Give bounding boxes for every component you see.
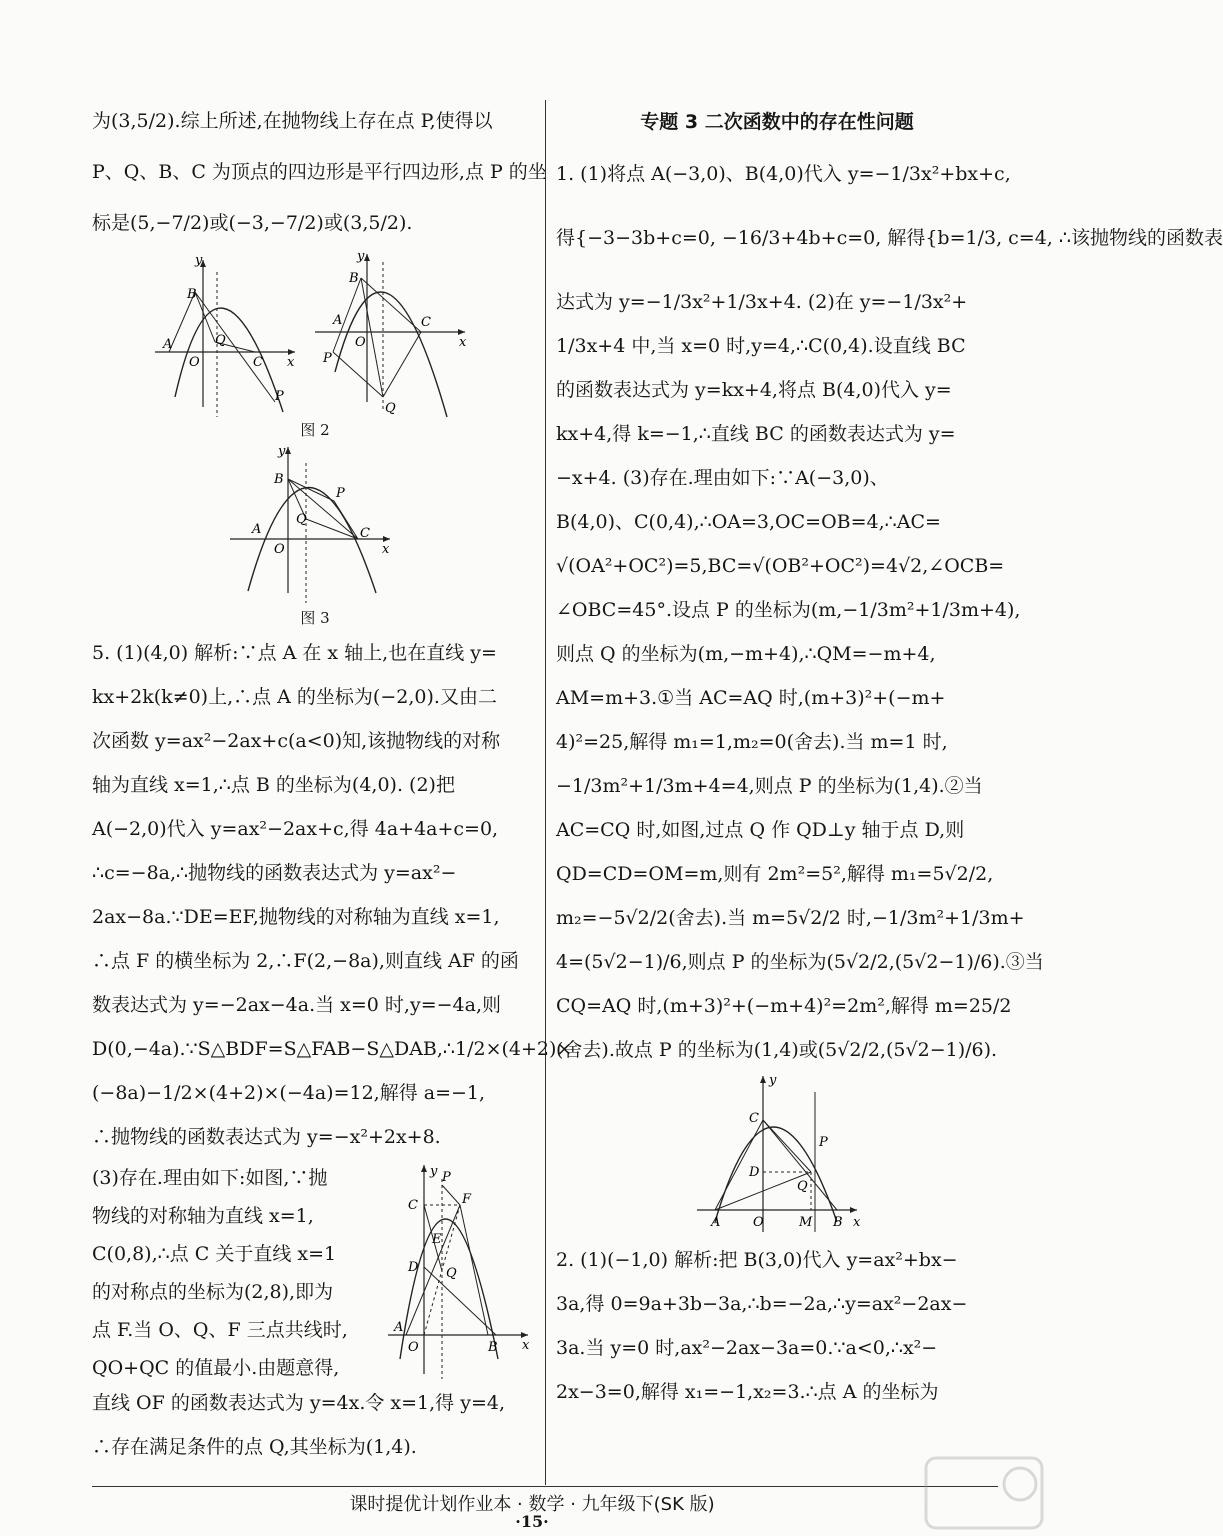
- figure-q5-graph: [378, 1159, 538, 1387]
- svg-text:Q: Q: [385, 401, 396, 416]
- text-line: 达式为 y=−1/3x²+1/3x+4. (2)在 y=−1/3x²+: [556, 291, 968, 313]
- svg-text:y: y: [357, 249, 365, 264]
- text-line: 轴为直线 x=1,∴点 B 的坐标为(4,0). (2)把: [92, 774, 455, 796]
- column-divider: [545, 100, 546, 1485]
- figure-3-graph: [230, 443, 400, 605]
- svg-text:y: y: [278, 444, 286, 459]
- text-line: (舍去).故点 P 的坐标为(1,4)或(5√2/2,(5√2−1)/6).: [556, 1039, 998, 1061]
- figure-2-left-graph: [155, 252, 305, 417]
- svg-text:x: x: [853, 1215, 861, 1230]
- text-line: A(−2,0)代入 y=ax²−2ax+c,得 4a+4a+c=0,: [92, 818, 499, 840]
- svg-text:O: O: [274, 542, 285, 557]
- svg-text:A: A: [711, 1215, 721, 1230]
- svg-text:y: y: [430, 1164, 438, 1179]
- text-line: √(OA²+OC²)=5,BC=√(OB²+OC²)=4√2,∠OCB=: [556, 555, 1005, 577]
- figure-2-caption: 图 2: [300, 421, 330, 439]
- text-line: 2. (1)(−1,0) 解析:把 B(3,0)代入 y=ax²+bx−: [556, 1249, 958, 1271]
- text-line: −x+4. (3)存在.理由如下:∵A(−3,0)、: [556, 467, 889, 489]
- text-line: 1. (1)将点 A(−3,0)、B(4,0)代入 y=−1/3x²+bx+c,: [556, 163, 1011, 185]
- svg-text:P: P: [819, 1135, 828, 1150]
- text-line: 物线的对称轴为直线 x=1,: [92, 1205, 314, 1227]
- svg-text:P: P: [442, 1170, 451, 1185]
- svg-text:F: F: [462, 1192, 472, 1207]
- text-line: QD=CD=OM=m,则有 2m²=5²,解得 m₁=5√2/2,: [556, 863, 994, 885]
- svg-text:y: y: [769, 1073, 777, 1088]
- text-line: (3)存在.理由如下:如图,∵抛: [92, 1167, 328, 1189]
- svg-text:Q: Q: [215, 333, 226, 348]
- svg-text:O: O: [189, 355, 200, 370]
- svg-text:P: P: [336, 486, 345, 501]
- svg-text:O: O: [408, 1340, 419, 1355]
- figure-2-right-graph: [315, 249, 475, 417]
- text-line: 数表达式为 y=−2ax−4a.当 x=0 时,y=−4a,则: [92, 994, 501, 1016]
- svg-text:Q: Q: [797, 1179, 808, 1194]
- text-line: ∠OBC=45°.设点 P 的坐标为(m,−1/3m²+1/3m+4),: [556, 599, 1021, 621]
- text-line: P、Q、B、C 为顶点的四边形是平行四边形,点 P 的坐: [92, 161, 547, 183]
- text-line: 4)²=25,解得 m₁=1,m₂=0(舍去).当 m=1 时,: [556, 731, 948, 753]
- svg-text:B: B: [187, 287, 197, 302]
- right-column: [556, 92, 1223, 1414]
- text-line: ∴抛物线的函数表达式为 y=−x²+2x+8.: [92, 1126, 441, 1148]
- svg-text:P: P: [323, 351, 332, 366]
- text-line: 为(3,5/2).综上所述,在抛物线上存在点 P,使得以: [92, 110, 493, 132]
- svg-text:B: B: [349, 271, 359, 286]
- text-line: 得{−3−3b+c=0, −16/3+4b+c=0, 解得{b=1/3, c=4, ∴该抛物线的函数表: [556, 227, 1223, 249]
- svg-text:B: B: [274, 472, 284, 487]
- text-line: −1/3m²+1/3m+4=4,则点 P 的坐标为(1,4).②当: [556, 775, 983, 797]
- text-line: 次函数 y=ax²−2ax+c(a<0)知,该抛物线的对称: [92, 730, 501, 752]
- footer-rule: [92, 1486, 998, 1487]
- svg-text:A: A: [394, 1320, 404, 1335]
- text-line: ∴存在满足条件的点 Q,其坐标为(1,4).: [92, 1436, 417, 1458]
- text-line: 4=(5√2−1)/6,则点 P 的坐标为(5√2/2,(5√2−1)/6).③当: [556, 951, 1044, 973]
- text-line: 5. (1)(4,0) 解析:∵点 A 在 x 轴上,也在直线 y=: [92, 642, 497, 664]
- text-line: (−8a)−1/2×(4+2)×(−4a)=12,解得 a=−1,: [92, 1082, 486, 1104]
- figure-3-caption: 图 3: [300, 609, 330, 627]
- svg-text:x: x: [287, 355, 295, 370]
- text-line: AC=CQ 时,如图,过点 Q 作 QD⊥y 轴于点 D,则: [556, 819, 965, 841]
- text-line: QO+QC 的值最小.由题意得,: [92, 1357, 340, 1379]
- svg-text:A: A: [333, 313, 343, 328]
- svg-text:Q: Q: [446, 1266, 457, 1281]
- text-line: ∴c=−8a,∴抛物线的函数表达式为 y=ax²−: [92, 862, 457, 884]
- page-number: ·15·: [515, 1512, 549, 1531]
- text-line: 3a,得 0=9a+3b−3a,∴b=−2a,∴y=ax²−2ax−: [556, 1293, 968, 1315]
- svg-text:x: x: [459, 335, 467, 350]
- svg-text:C: C: [360, 526, 370, 541]
- text-line: ∴点 F 的横坐标为 2,∴F(2,−8a),则直线 AF 的函: [92, 950, 519, 972]
- svg-text:P: P: [275, 389, 284, 404]
- svg-text:C: C: [421, 315, 431, 330]
- svg-text:O: O: [355, 335, 366, 350]
- text-line: 2x−3=0,解得 x₁=−1,x₂=3.∴点 A 的坐标为: [556, 1381, 939, 1403]
- svg-text:B: B: [488, 1340, 498, 1355]
- q5-part3-block: [92, 1159, 538, 1387]
- text-line: 3a.当 y=0 时,ax²−2ax−3a=0.∵a<0,∴x²−: [556, 1337, 938, 1359]
- text-line: 点 F.当 O、Q、F 三点共线时,: [92, 1319, 348, 1341]
- svg-text:y: y: [195, 253, 203, 268]
- svg-text:A: A: [252, 522, 262, 537]
- text-line: m₂=−5√2/2(舍去).当 m=5√2/2 时,−1/3m²+1/3m+: [556, 907, 1025, 929]
- svg-text:E: E: [432, 1232, 442, 1247]
- text-line: kx+2k(k≠0)上,∴点 A 的坐标为(−2,0).又由二: [92, 686, 497, 708]
- text-line: 的函数表达式为 y=kx+4,将点 B(4,0)代入 y=: [556, 379, 952, 401]
- text-line: kx+4,得 k=−1,∴直线 BC 的函数表达式为 y=: [556, 423, 956, 445]
- text-line: 直线 OF 的函数表达式为 y=4x.令 x=1,得 y=4,: [92, 1392, 506, 1414]
- figure-q1-graph: [687, 1072, 867, 1238]
- text-line: B(4,0)、C(0,4),∴OA=3,OC=OB=4,∴AC=: [556, 511, 941, 533]
- svg-text:M: M: [799, 1215, 813, 1230]
- figure-2: [92, 249, 538, 417]
- svg-text:B: B: [833, 1215, 843, 1230]
- svg-text:x: x: [522, 1338, 530, 1353]
- text-line: AM=m+3.①当 AC=AQ 时,(m+3)²+(−m+: [556, 687, 946, 709]
- svg-text:C: C: [408, 1198, 418, 1213]
- left-column: [92, 92, 573, 1469]
- footer-title: 课时提优计划作业本 · 数学 · 九年级下(SK 版): [349, 1494, 715, 1515]
- text-line: 的对称点的坐标为(2,8),即为: [92, 1281, 334, 1303]
- svg-text:x: x: [382, 542, 390, 557]
- text-line: 2ax−8a.∵DE=EF,抛物线的对称轴为直线 x=1,: [92, 906, 500, 928]
- svg-text:O: O: [753, 1215, 764, 1230]
- svg-text:Q: Q: [296, 512, 307, 527]
- svg-text:D: D: [408, 1260, 419, 1275]
- watermark-logo: [924, 1456, 1044, 1530]
- section-heading: 专题 3 二次函数中的存在性问题: [640, 111, 914, 133]
- svg-text:D: D: [749, 1165, 760, 1180]
- text-line: 1/3x+4 中,当 x=0 时,y=4,∴C(0,4).设直线 BC: [556, 335, 966, 357]
- text-line: 则点 Q 的坐标为(m,−m+4),∴QM=−m+4,: [556, 643, 936, 665]
- text-line: CQ=AQ 时,(m+3)²+(−m+4)²=2m²,解得 m=25/2: [556, 995, 1012, 1017]
- svg-text:A: A: [163, 337, 173, 352]
- svg-text:C: C: [253, 355, 263, 370]
- text-line: 标是(5,−7/2)或(−3,−7/2)或(3,5/2).: [92, 212, 413, 234]
- text-line: D(0,−4a).∵S△BDF=S△FAB−S△DAB,∴1/2×(4+2)×: [92, 1038, 573, 1060]
- text-line: C(0,8),∴点 C 关于直线 x=1: [92, 1243, 337, 1265]
- svg-text:C: C: [749, 1111, 759, 1126]
